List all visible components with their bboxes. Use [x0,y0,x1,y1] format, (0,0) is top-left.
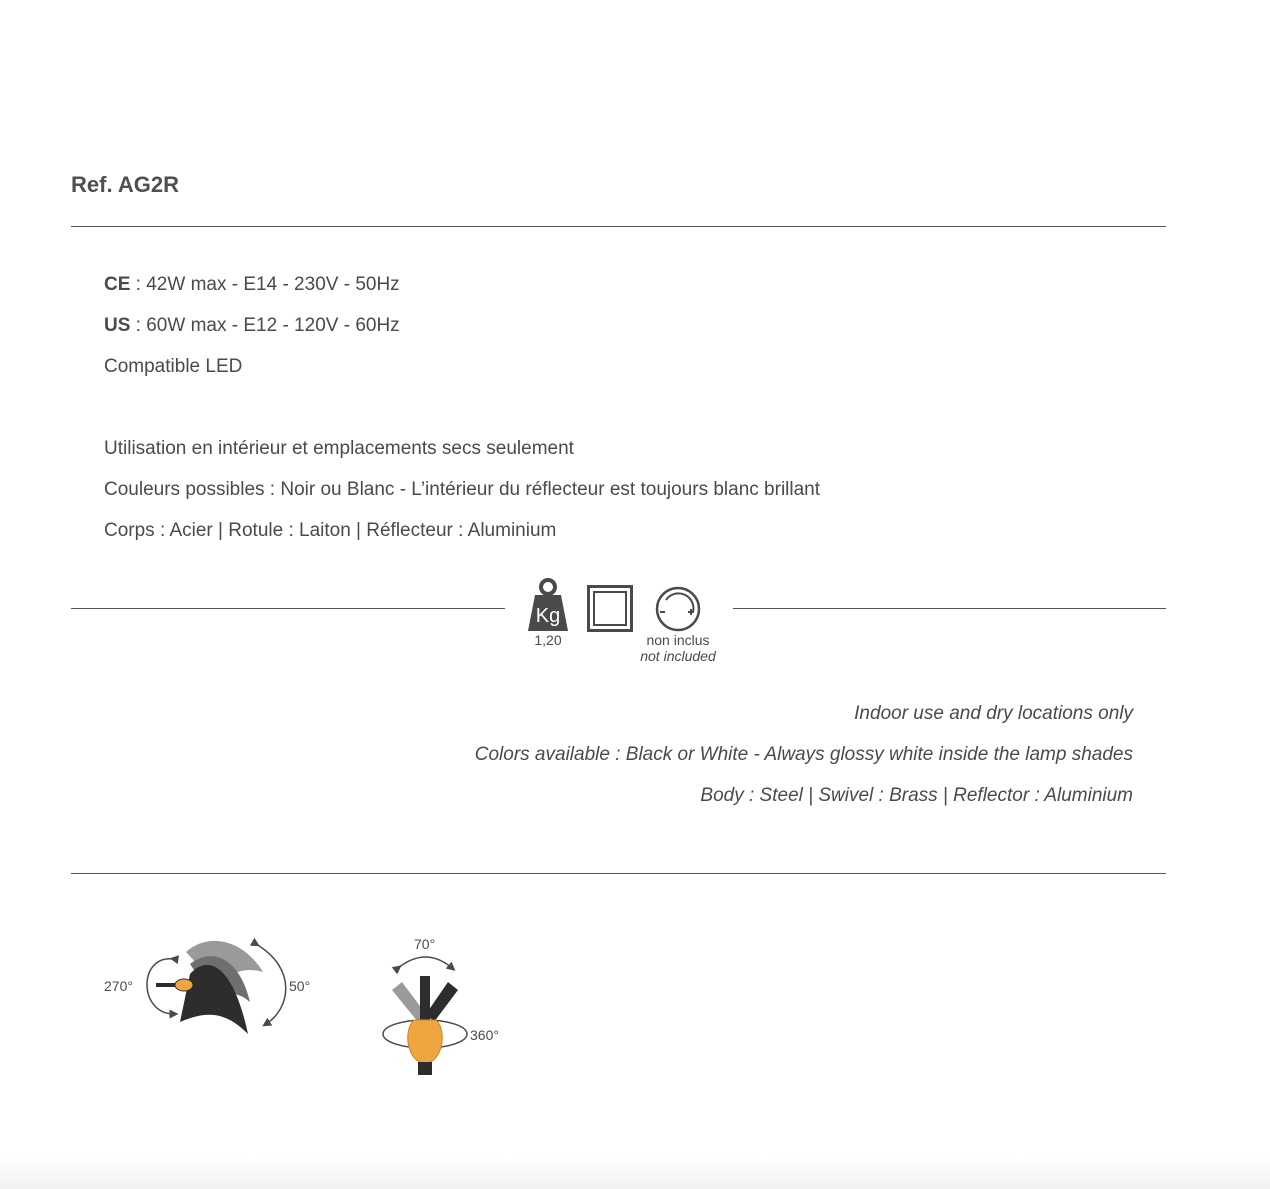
spec-us-label: US [104,315,131,336]
spec-usage-fr: Utilisation en intérieur et emplacements secs seulement [104,438,574,459]
spec-ce [104,274,400,296]
reference-title: Ref. AG2R [71,172,179,197]
class-ii-insulation-icon [587,585,633,632]
spec-us-value: : 60W max - E12 - 120V - 60Hz [130,315,400,336]
spec-ce-value: : 42W max - E14 - 230V - 50Hz [130,274,400,295]
dimmer-note [628,632,728,664]
spec-materials-fr: Corps : Acier | Rotule : Laiton | Réflecteur : Aluminium [104,520,557,541]
angle-70-label: 70° [414,936,436,952]
spec-usage-en: Indoor use and dry locations only [854,703,1133,724]
rotation-diagram-wall [138,934,290,1038]
spec-colors-fr: Couleurs possibles : Noir ou Blanc - L’intérieur du réflecteur est toujours blanc brillant [104,479,821,500]
angle-360-label: 360° [470,1027,499,1043]
dimmer-note-en: not included [640,648,716,664]
angle-270-label: 270° [104,978,133,994]
weight-icon [526,578,570,632]
divider-top [71,226,1166,227]
spec-compat-led: Compatible LED [104,356,243,377]
page-bottom-edge [0,1159,1270,1189]
spec-materials-en: Body : Steel | Swivel : Brass | Reflector : Aluminium [700,785,1133,806]
divider-bottom [71,873,1166,874]
rotation-diagram-tilt [380,952,472,1076]
spec-us [104,315,400,337]
dimmer-note-fr: non inclus [646,632,710,648]
divider-icons-left [71,608,505,609]
dimmer-icon [654,586,702,632]
divider-icons-right [733,608,1166,609]
weight-unit: Kg [535,605,561,627]
weight-value: 1,20 [534,632,562,648]
angle-50-label: 50° [289,978,311,994]
spec-colors-en: Colors available : Black or White - Always glossy white inside the lamp shades [474,744,1133,765]
spec-ce-label: CE [104,274,131,295]
